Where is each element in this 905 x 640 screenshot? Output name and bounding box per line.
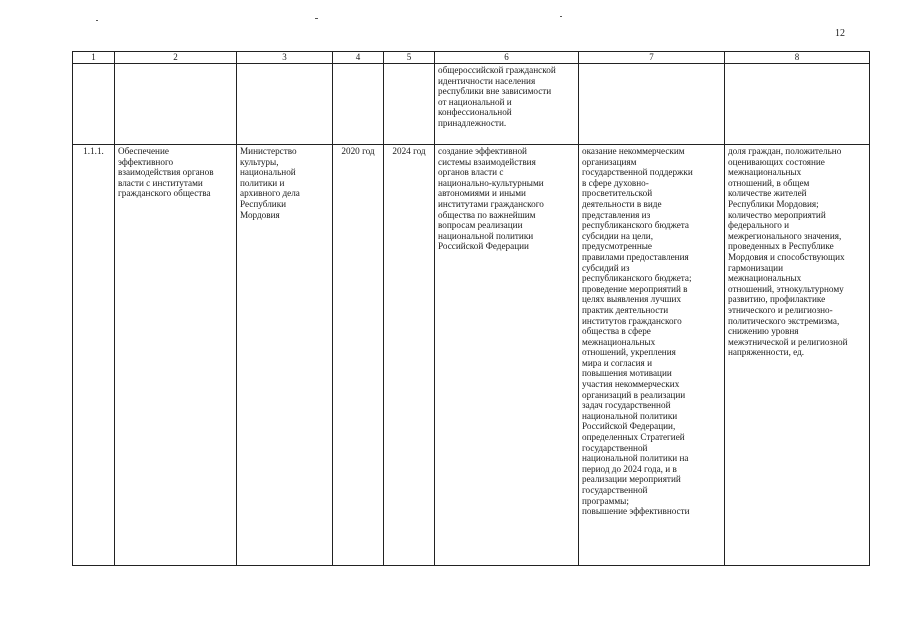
page-number: 12	[835, 28, 845, 39]
table-row	[73, 145, 870, 566]
column-number: 2	[115, 52, 237, 64]
column-number: 4	[333, 52, 384, 64]
start-year-cell: 2020 год	[333, 145, 384, 566]
table-cell	[725, 64, 870, 145]
column-number: 6	[435, 52, 579, 64]
column-number: 7	[579, 52, 725, 64]
column-number: 5	[384, 52, 435, 64]
executor-cell: Министерство культуры, национальной политики и архивного дела Республики Мордовия	[237, 145, 333, 566]
scan-speck	[96, 20, 98, 21]
activities-cell: оказание некоммерческим организациям государственной поддержки в сфере духовно- просветительской деятельности в виде представления из республиканского бюджета субсидии на цели, предусмотренные правилами предоставления субсидий из республиканского бюджета; проведение мероприятий в целях выявления лучших практик деятельности институтов гражданского общества в сфере межнациональных отношений, укрепления мира и согласия и повышения мотивации участия некоммерческих организаций в реализации задач государственной национальной политики Российской Федерации, определенных Стратегией государственной национальной политики на период до 2024 года, и в реализации мероприятий государственной программы; повышение эффективности	[579, 145, 725, 566]
end-year-cell: 2024 год	[384, 145, 435, 566]
table-cell	[115, 64, 237, 145]
column-number: 3	[237, 52, 333, 64]
measures-table	[72, 51, 870, 566]
table-cell	[73, 64, 115, 145]
result-cell: создание эффективной системы взаимодействия органов власти с национально-культурными автономиями и иными институтами гражданского общества по важнейшим вопросам реализации национальной политики Российской Федерации	[435, 145, 579, 566]
table-cell	[237, 64, 333, 145]
scan-speck	[560, 16, 562, 17]
table-cell	[579, 64, 725, 145]
column-number-row	[73, 52, 870, 64]
column-number: 1	[73, 52, 115, 64]
continuation-row	[73, 64, 870, 145]
table-cell	[333, 64, 384, 145]
table-cell	[384, 64, 435, 145]
scan-speck	[315, 18, 318, 19]
row-number-cell: 1.1.1.	[73, 145, 115, 566]
indicators-cell: доля граждан, положительно оценивающих состояние межнациональных отношений, в общем количестве жителей Республики Мордовия; количество мероприятий федерального и межрегионального значения, проведенных в Республике Мордовия и способствующих гармонизации межнациональных отношений, этнокультурному развитию, профилактике этнического и религиозно- политического экстремизма, снижению уровня межэтнической и религиозной напряженности, ед.	[725, 145, 870, 566]
measure-cell: Обеспечение эффективного взаимодействия органов власти с институтами гражданского общества	[115, 145, 237, 566]
result-continuation-cell: общероссийской гражданской идентичности населения республики вне зависимости от национальной и конфессиональной принадлежности.	[435, 64, 579, 145]
column-number: 8	[725, 52, 870, 64]
